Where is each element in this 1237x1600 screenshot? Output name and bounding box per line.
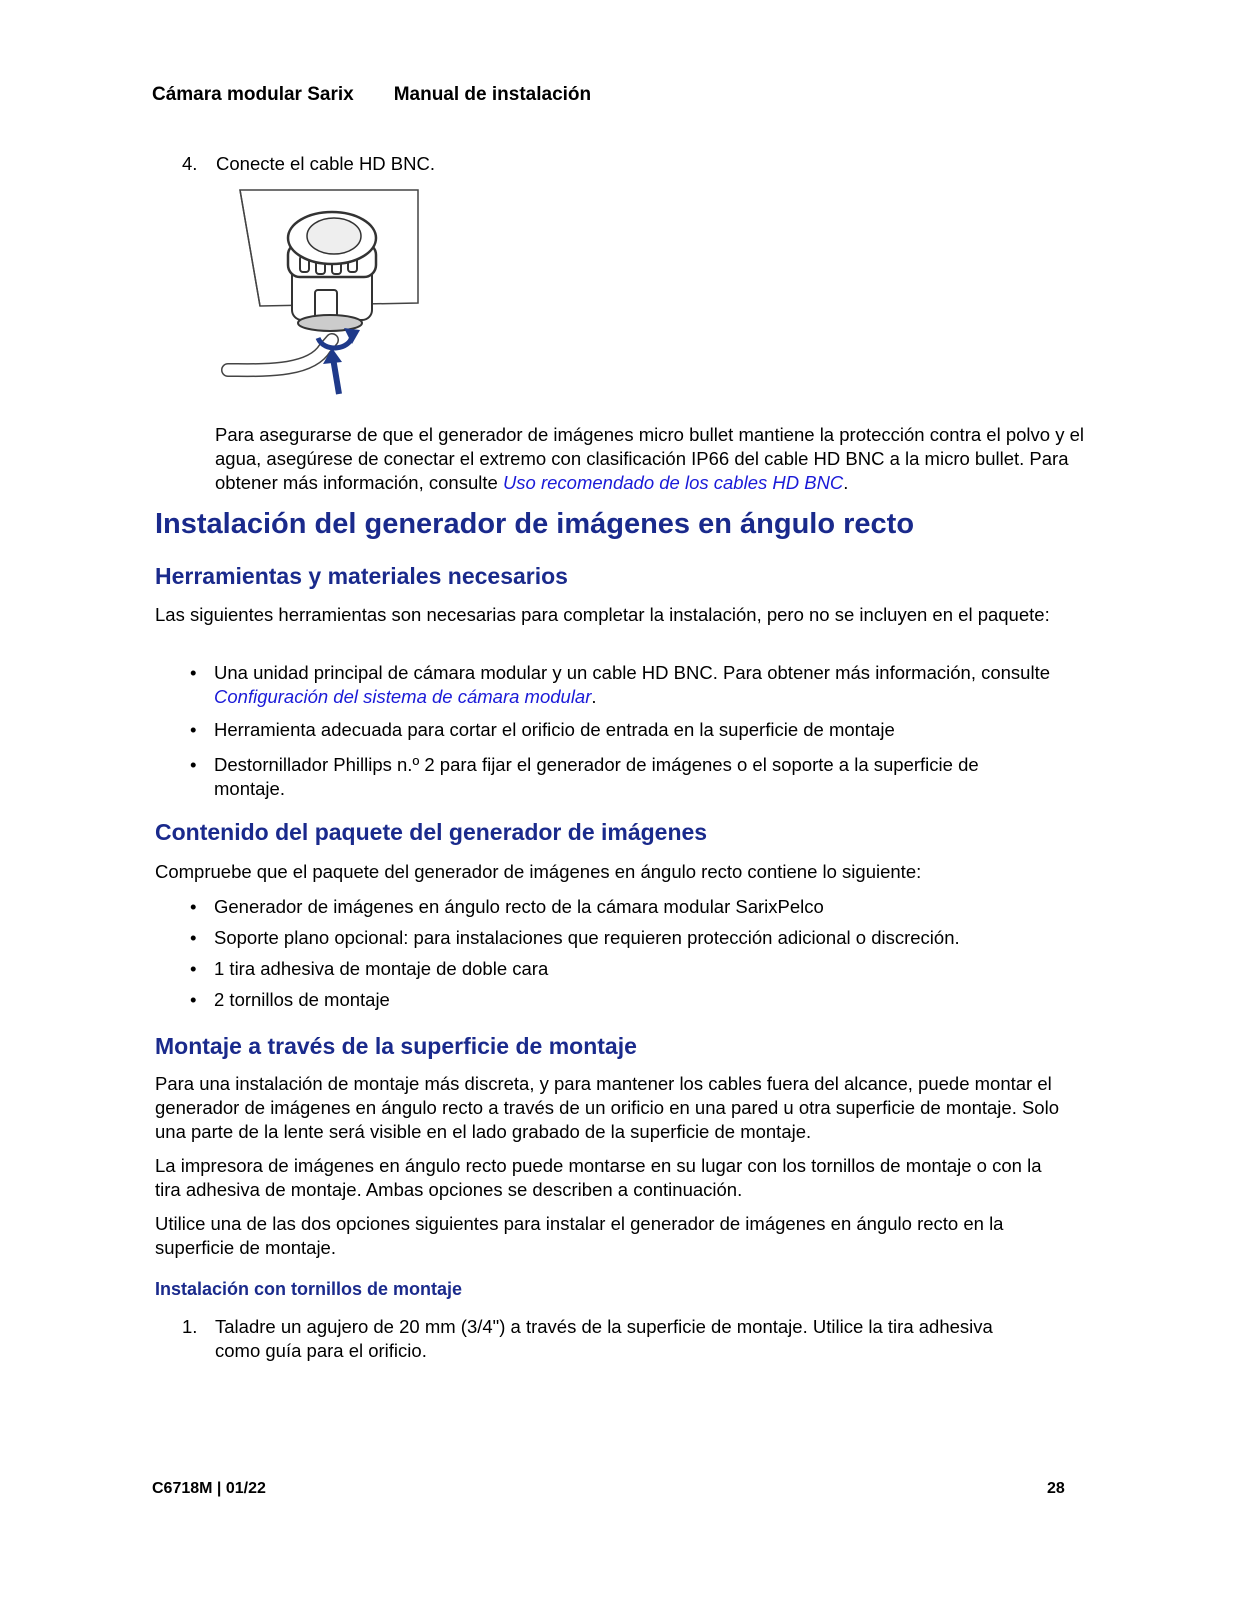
list-item: • Generador de imágenes en ángulo recto de la cámara modular SarixPelco — [190, 895, 1050, 919]
screws-step-text: Taladre un agujero de 20 mm (3/4") a través de la superficie de montaje. Utilice la tira adhesiva como guía para el orificio. — [215, 1316, 993, 1361]
hd-bnc-connector-illustration — [220, 188, 430, 406]
tools-heading: Herramientas y materiales necesarios — [155, 563, 568, 589]
contents-heading: Contenido del paquete del generador de imágenes — [155, 819, 708, 845]
tools-item1-text: Una unidad principal de cámara modular y un cable HD BNC. Para obtener más información, consulte — [214, 662, 1051, 683]
list-item: • 2 tornillos de montaje — [190, 988, 1050, 1012]
step-4-text: Conecte el cable HD BNC. — [216, 153, 436, 174]
page-number: 28 — [1047, 1480, 1065, 1497]
screws-step-1 — [182, 1315, 1042, 1363]
note-end: . — [843, 472, 849, 493]
list-item: • Soporte plano opcional: para instalaciones que requieren protección adicional o discreción. — [190, 926, 1050, 950]
screws-heading: Instalación con tornillos de montaje — [155, 1279, 463, 1299]
header-manual: Manual de instalación — [393, 84, 592, 105]
footer-doc-id: C6718M | 01/22 — [152, 1480, 266, 1497]
list-item: • 1 tira adhesiva de montaje de doble cara — [190, 957, 1050, 981]
mounting-p2: La impresora de imágenes en ángulo recto puede montarse en su lugar con los tornillos de montaje o con la tira adhesiva de montaje. Ambas opciones se describen a continuación. — [155, 1155, 1042, 1200]
step-4 — [182, 152, 435, 176]
mounting-heading: Montaje a través de la superficie de montaje — [155, 1033, 637, 1059]
mounting-p1: Para una instalación de montaje más discreta, y para mantener los cables fuera del alcance, puede montar el generador de imágenes en ángulo recto a través de un orificio en una pared u otra superficie de montaje. Solo una parte de la lente será visible en el lado grabado de la superficie de montaje. — [155, 1073, 1059, 1142]
push-arrow-icon — [333, 358, 339, 394]
header-product: Cámara modular Sarix — [152, 84, 354, 105]
tools-intro: Las siguientes herramientas son necesarias para completar la instalación, pero no se incluyen en el paquete: — [155, 604, 1050, 625]
tools-item1-end: . — [591, 686, 597, 707]
note-text: Para asegurarse de que el generador de imágenes micro bullet mantiene la protección contra el polvo y el agua, asegúrese de conectar el extremo con clasificación IP66 del cable HD BNC a la micro bullet. Para obtener más información, consulte — [215, 424, 1084, 493]
list-item — [190, 661, 1050, 709]
section-title: Instalación del generador de imágenes en ángulo recto — [155, 508, 915, 540]
screws-step-number: 1. — [182, 1316, 198, 1337]
modular-system-config-link[interactable]: Configuración del sistema de cámara modular — [214, 686, 592, 707]
hd-bnc-usage-link[interactable]: Uso recomendado de los cables HD BNC — [502, 472, 844, 493]
running-header — [152, 84, 591, 106]
ip66-note — [215, 423, 1085, 495]
mounting-p3: Utilice una de las dos opciones siguientes para instalar el generador de imágenes en ángulo recto en la superficie de montaje. — [155, 1213, 1004, 1258]
list-item: • Herramienta adecuada para cortar el orificio de entrada en la superficie de montaje — [190, 718, 1050, 742]
tools-list — [190, 661, 1050, 801]
contents-intro: Compruebe que el paquete del generador de imágenes en ángulo recto contiene lo siguiente: — [155, 861, 922, 882]
contents-list — [190, 895, 1050, 1012]
step-4-number: 4. — [182, 153, 198, 174]
list-item: • Destornillador Phillips n.º 2 para fijar el generador de imágenes o el soporte a la superficie de montaje. — [190, 753, 1050, 801]
